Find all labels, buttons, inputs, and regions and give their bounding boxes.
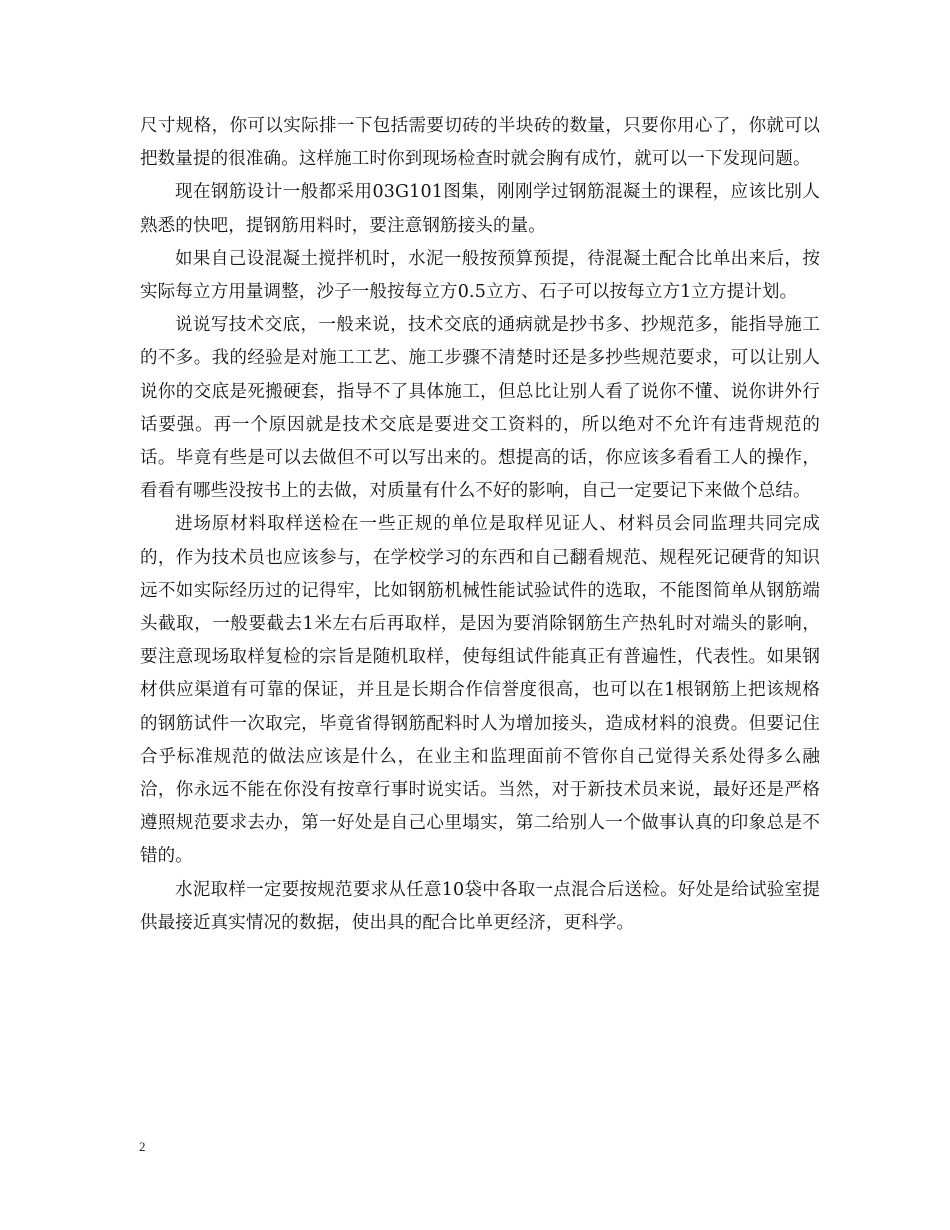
paragraph-5: 进场原材料取样送检在一些正规的单位是取样见证人、材料员会同监理共同完成的，作为技术员也应该参与，在学校学习的东西和自己翻看规范、规程死记硬背的知识远不如实际经历过的记得牢，比如钢筋机械性能试验试件的选取，不能图简单从钢筋端头截取，一般要截去1米左右后再取样，是因为要消除钢筋生产热轧时对端头的影响，要注意现场取样复检的宗旨是随机取样，使每组试件能真正有普遍性，代表性。如果钢材供应渠道有可靠的保证，并且是长期合作信誉度很高，也可以在1根钢筋上把该规格的钢筋试件一次取完，毕竟省得钢筋配料时人为增加接头，造成材料的浪费。但要记住合乎标准规范的做法应该是什么，在业主和监理面前不管你自己觉得关系处得多么融洽，你永远不能在你没有按章行事时说实话。当然，对于新技术员来说，最好还是严格遵照规范要求去办，第一好处是自己心里塌实，第二给别人一个做事认真的印象总是不错的。 (140, 514, 820, 867)
paragraph-1: 尺寸规格，你可以实际排一下包括需要切砖的半块砖的数量，只要你用心了，你就可以把数量提的很准确。这样施工时你到现场检查时就会胸有成竹，就可以一下发现问题。 (140, 116, 820, 170)
paragraph-3: 如果自己设混凝土搅拌机时，水泥一般按预算预提，待混凝土配合比单出来后，按实际每立方用量调整，沙子一般按每立方0.5立方、石子可以按每立方1立方提计划。 (140, 248, 820, 303)
paragraph-6: 水泥取样一定要按规范要求从任意10袋中各取一点混合后送检。好处是给试验室提供最接近真实情况的数据，使出具的配合比单更经济，更科学。 (140, 879, 820, 933)
page-number: 2 (139, 1139, 146, 1154)
paragraph-4: 说说写技术交底，一般来说，技术交底的通病就是抄书多、抄规范多，能指导施工的不多。我的经验是对施工工艺、施工步骤不清楚时还是多抄些规范要求，可以让别人说你的交底是死搬硬套，指导不了具体施工，但总比让别人看了说你不懂、说你讲外行话要强。再一个原因就是技术交底是要进交工资料的，所以绝对不允许有违背规范的话。毕竟有些是可以去做但不可以写出来的。想提高的话，你应该多看看工人的操作，看看有哪些没按书上的去做，对质量有什么不好的影响，自己一定要记下来做个总结。 (140, 315, 820, 502)
paragraph-2: 现在钢筋设计一般都采用03G101图集，刚刚学过钢筋混凝土的课程，应该比别人熟悉的快吧，提钢筋用料时，要注意钢筋接头的量。 (140, 182, 820, 236)
document-body (140, 110, 820, 940)
